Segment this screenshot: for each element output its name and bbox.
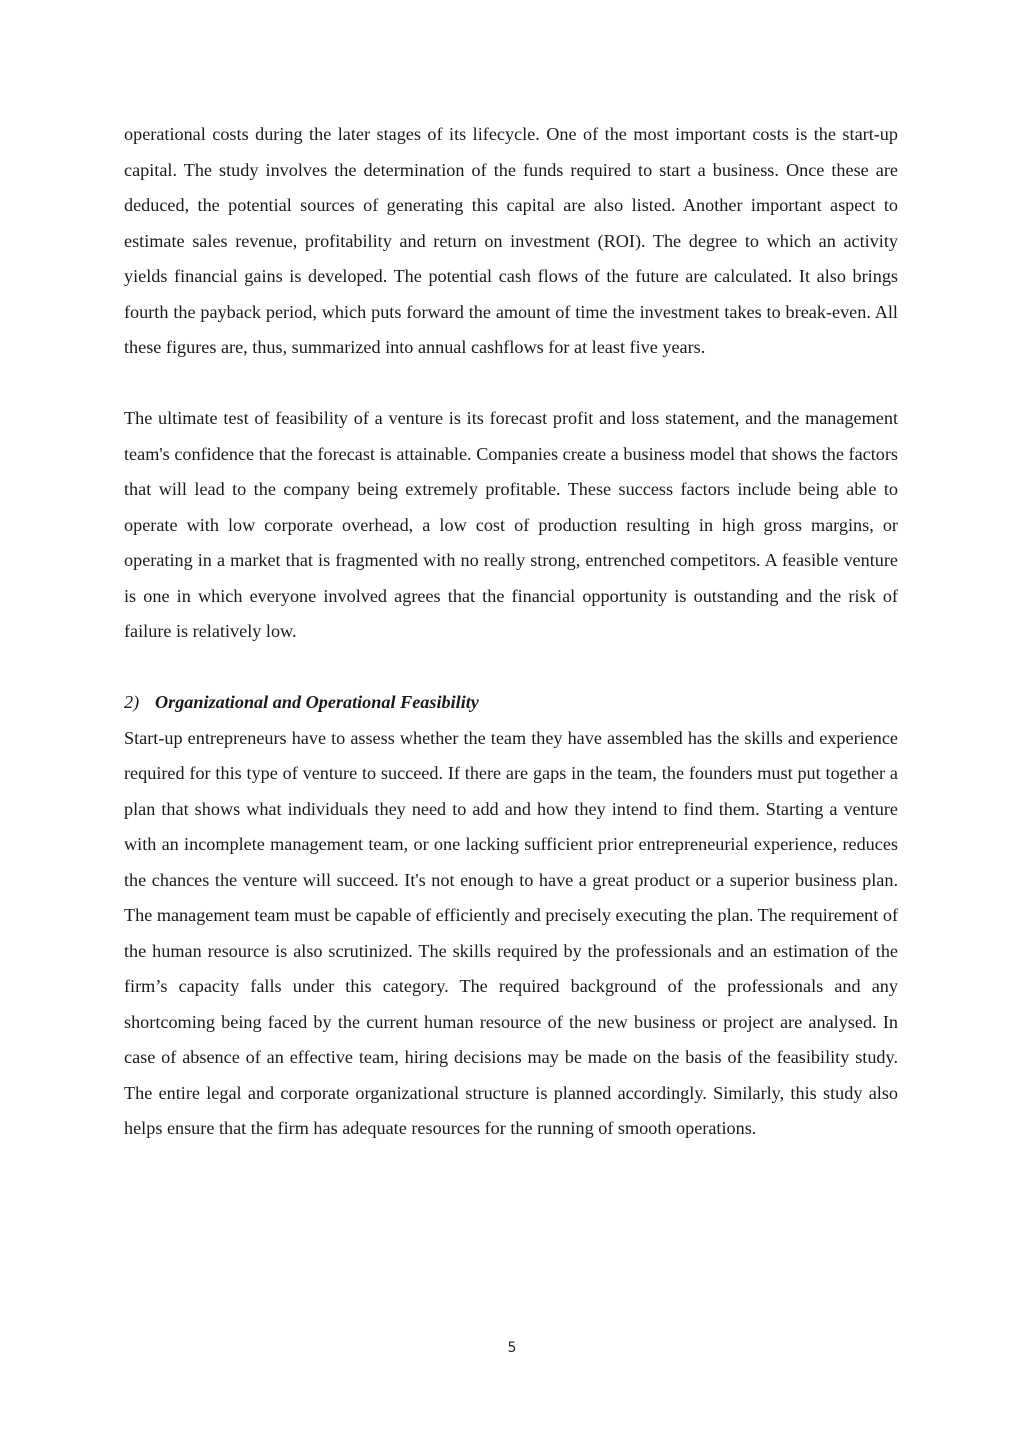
paragraph-financial-costs: operational costs during the later stages of its lifecycle. One of the most important costs is the start-up capital. The study involves the determination of the funds required to start a business. Once these are deduced, the potential sources of generating this capital are also listed. Another important aspect to estimate sales revenue, profitability and return on investment (ROI). The degree to which an activity yields financial gains is developed. The potential cash flows of the future are calculated. It also brings fourth the payback period, which puts forward the amount of time the investment takes to break-even. All these figures are, thus, summarized into annual cashflows for at least five years.: [124, 124, 898, 357]
paragraph-organizational-feasibility: Start-up entrepreneurs have to assess whether the team they have assembled has the skills and experience required for this type of venture to succeed. If there are gaps in the team, the founders must put together a plan that shows what individuals they need to add and how they intend to find them. Starting a venture with an incomplete management team, or one lacking sufficient prior entrepreneurial experience, reduces the chances the venture will succeed. It's not enough to have a great product or a superior business plan. The management team must be capable of efficiently and precisely executing the plan. The requirement of the human resource is also scrutinized. The skills required by the professionals and an estimation of the firm’s capacity falls under this category. The required background of the professionals and any shortcoming being faced by the current human resource of the new business or project are analysed. In case of absence of an effective team, hiring decisions may be made on the basis of the feasibility study. The entire legal and corporate organizational structure is planned accordingly. Similarly, this study also helps ensure that the firm has adequate resources for the running of smooth operations.: [124, 727, 899, 1138]
document-body: [124, 117, 898, 1147]
paragraph-feasibility-test: The ultimate test of feasibility of a venture is its forecast profit and loss statement, and the management team's confidence that the forecast is attainable. Companies create a business model that shows the factors that will lead to the company being extremely profitable. These success factors include being able to operate with low corporate overhead, a low cost of production resulting in high gross margins, or operating in a market that is fragmented with no really strong, entrenched competitors. A feasible venture is one in which everyone involved agrees that the financial opportunity is outstanding and the risk of failure is relatively low.: [124, 408, 898, 641]
section-number: 2): [124, 692, 140, 712]
page-number: 5: [507, 1340, 517, 1356]
section-title: Organizational and Operational Feasibility: [155, 692, 479, 712]
paragraph-spacer: [124, 366, 898, 402]
paragraph-spacer: [124, 650, 898, 686]
section-heading: [124, 685, 898, 721]
